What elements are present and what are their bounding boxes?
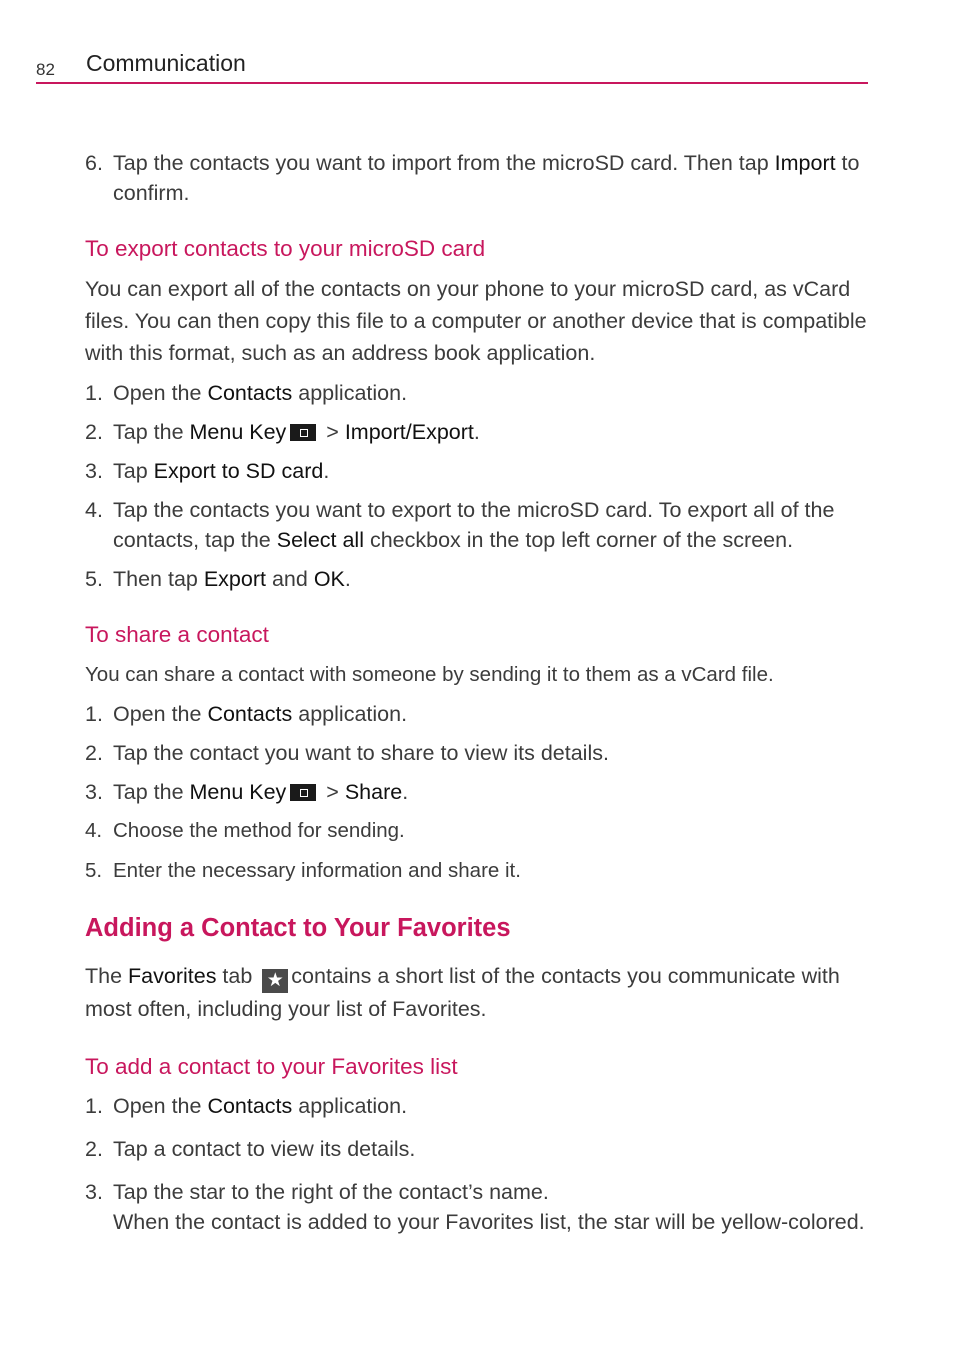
- export-heading: To export contacts to your microSD card: [85, 236, 486, 261]
- menu-key-icon: [290, 784, 316, 801]
- star-icon: ★: [262, 969, 288, 993]
- list-item: 3. Tap the Menu Key > Share.: [85, 780, 409, 804]
- export-paragraph: You can export all of the contacts on your phone to your microSD card, as vCard files. You can then copy this file to a computer or another device that is compatible with this format, such as an address book application.: [85, 277, 867, 365]
- share-heading: To share a contact: [85, 622, 269, 647]
- list-item: 4. Tap the contacts you want to export to the microSD card. To export all of the contacts, tap the Select all checkbox in the top left corner of the screen.: [85, 498, 835, 552]
- favorites-heading: Adding a Contact to Your Favorites: [85, 914, 511, 942]
- list-item: 1. Open the Contacts application.: [85, 702, 408, 726]
- list-item: 2. Tap the contact you want to share to view its details.: [85, 741, 609, 765]
- list-item: 3. Tap Export to SD card.: [85, 459, 330, 483]
- list-item: 3. Tap the star to the right of the contact’s name. When the contact is added to your Favorites list, the star will be yellow-colored.: [85, 1180, 865, 1234]
- list-item: 2. Tap a contact to view its details.: [85, 1137, 416, 1161]
- page-header: [36, 48, 868, 84]
- add-favorites-heading: To add a contact to your Favorites list: [85, 1054, 458, 1079]
- share-paragraph: You can share a contact with someone by sending it to them as a vCard file.: [85, 663, 774, 686]
- menu-key-icon: [290, 424, 316, 441]
- list-item: 1. Open the Contacts application.: [85, 381, 408, 405]
- list-item: 6. Tap the contacts you want to import from the microSD card. Then tap Import to confirm.: [85, 151, 860, 205]
- favorites-paragraph: The Favorites tab ★ contains a short list of the contacts you communicate with most often, including your list of Favorites.: [85, 964, 840, 1021]
- list-item: 1. Open the Contacts application.: [85, 1094, 408, 1118]
- list-item: 5. Then tap Export and OK.: [85, 567, 351, 591]
- list-item: 4. Choose the method for sending.: [85, 819, 405, 842]
- section-title: Communication: [86, 50, 246, 76]
- list-item: 5. Enter the necessary information and share it.: [85, 859, 521, 882]
- page-content: [85, 148, 867, 1237]
- list-item: 2. Tap the Menu Key > Import/Export.: [85, 420, 480, 444]
- page-number: 82: [36, 60, 55, 79]
